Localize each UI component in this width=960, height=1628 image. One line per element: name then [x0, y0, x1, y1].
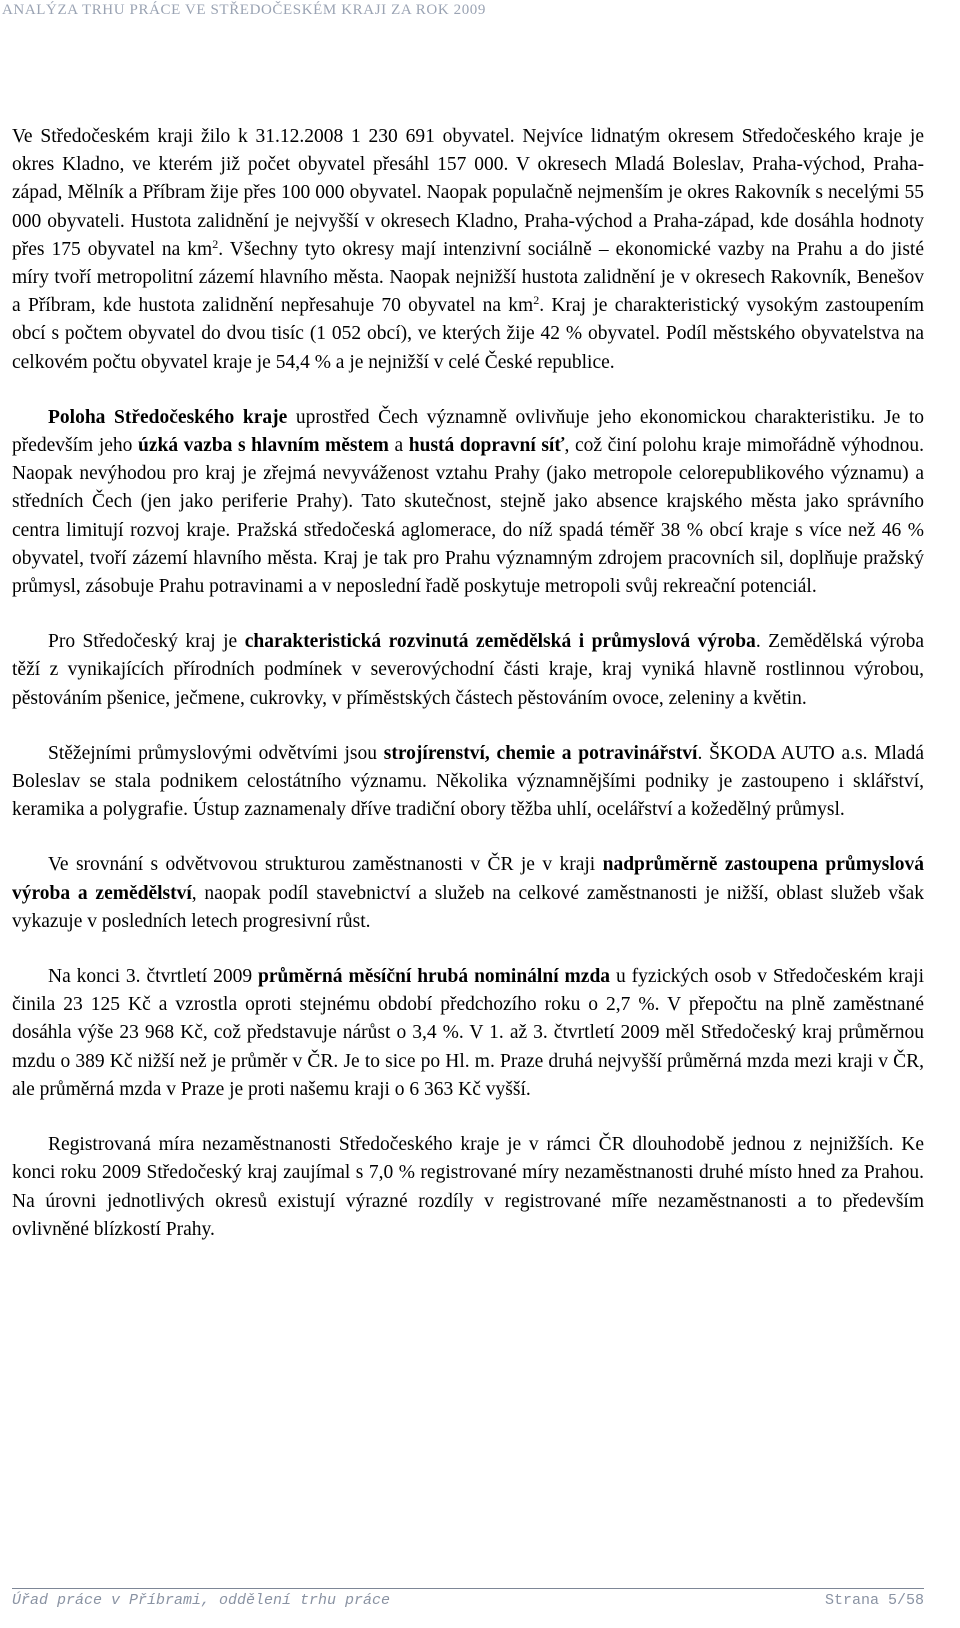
footer-office: Úřad práce v Příbrami, oddělení trhu práce: [12, 1592, 391, 1609]
paragraph-location: [12, 404, 924, 601]
paragraph-industry: [12, 740, 924, 825]
page-number: Strana 5/58: [824, 1592, 924, 1609]
page-footer: [12, 1588, 924, 1609]
document-body: [12, 123, 924, 1244]
text-segment: , naopak podíl stavebnictví a služeb na celkové zaměstnanosti je nižší, oblast služeb však vykazuje v posledních letech progresivní růst.: [12, 882, 925, 932]
bold-phrase: Poloha Středočeského kraje: [48, 406, 288, 428]
bold-phrase: průměrná měsíční hrubá nominální mzda: [258, 966, 611, 988]
bold-phrase: úzká vazba s hlavním městem: [137, 435, 389, 457]
text-segment: Na konci 3. čtvrtletí 2009: [48, 966, 259, 988]
text-segment: . Všechny tyto okresy mají intenzivní sociálně – ekonomické vazby na Prahu a do jisté míry tvoří metropolitní zázemí hlavního města. Naopak nejnižší hustota zalidnění je v okresech Rakovník, Benešov a Příbram, kde hustota zalidnění nepřesahuje 70 obyvatel na km: [12, 238, 924, 317]
running-header: ANALÝZA TRHU PRÁCE VE STŘEDOČESKÉM KRAJI ZA ROK 2009: [0, 0, 960, 26]
text-segment: Stěžejními průmyslovými odvětvími jsou: [48, 742, 384, 764]
text-segment: . ŠKODA AUTO a.s. Mladá Boleslav se stala podnikem celostátního významu. Několika významnějšími podniky je zastoupeno i sklářství, keramika a polygrafie. Ústup zaznamenaly dříve tradiční obory těžba uhlí, ocelářství a kožedělný průmysl.: [12, 742, 925, 821]
text-segment: . Zemědělská výroba těží z vynikajících přírodních podmínek v severovýchodní části kraje, kraj vyniká hlavně rostlinnou výrobou, pěstováním pšenice, ječmene, cukrovky, v příměstských částech pěstováním ovoce, zeleniny a květin.: [12, 631, 924, 709]
paragraph-wages: [12, 963, 924, 1104]
paragraph-employment-structure: [12, 851, 924, 936]
superscript: 2: [212, 236, 219, 251]
paragraph-unemployment: [12, 1131, 924, 1244]
paragraph-agriculture: [12, 628, 924, 713]
text-segment: . Kraj je charakteristický vysokým zastoupením obcí s počtem obyvatel do dvou tisíc (1 052 obcí), ve kterých žije 42 % obyvatel. Podíl městského obyvatelstva na celkovém počtu obyvatel kraje je 54,4 % a je nejnižší v celé České republice.: [12, 295, 924, 373]
superscript: 2: [533, 293, 540, 308]
text-segment: u fyzických osob v Středočeském kraji činila 23 125 Kč a vzrostla oproti stejnému období předchozího roku o 2,7 %. V přepočtu na plně zaměstnané dosáhla výše 23 968 Kč, což představuje nárůst o 3,4 %. V 1. až 3. čtvrtletí 2009 měl Středočeský kraj průměrnou mzdu o 389 Kč nižší než je průměr v ČR. Je to sice po Hl. m. Praze druhá nejvyšší průměrná mzda mezi kraji v ČR, ale průměrná mzda v Praze je proti našemu kraji o 6 363 Kč vyšší.: [12, 966, 924, 1100]
text-segment: Registrovaná míra nezaměstnanosti Středočeského kraje je v rámci ČR dlouhodobě jednou z nejnižších. Ke konci roku 2009 Středočeský kraj zaujímal s 7,0 % registrované míry nezaměstnanosti druhé místo hned za Prahou. Na úrovni jednotlivých okresů existují výrazné rozdíly v registrované míře nezaměstnanosti a to především ovlivněné blízkostí Prahy.: [12, 1134, 924, 1240]
footer-divider: [12, 1588, 924, 1589]
text-segment: Ve srovnání s odvětvovou strukturou zaměstnanosti v ČR je v kraji: [48, 854, 603, 876]
text-segment: Pro Středočeský kraj je: [48, 631, 245, 653]
bold-phrase: strojírenství, chemie a potravinářství: [383, 742, 698, 764]
text-segment: , což činí polohu kraje mimořádně výhodnou. Naopak nevýhodou pro kraj je zřejmá nevyváženost vztahu Prahy (jako metropole celorepublikového významu) a středních Čech (jen jako periferie Prahy). Tato skutečnost, stejně jako absence krajského města jako správního centra limitují rozvoj kraje. Pražská středočeská aglomerace, do níž spadá téměř 38 % obcí kraje s více než 46 % obyvatel, tvoří zázemí hlavního města. Kraj je tak pro Prahu významným zdrojem pracovních sil, doplňuje pražský průmysl, zásobuje Prahu potravinami a v neposlední řadě poskytuje metropoli svůj rekreační potenciál.: [12, 435, 925, 598]
bold-phrase: nadprůměrně zastoupena průmyslová výroba a zemědělství: [12, 854, 924, 904]
bold-phrase: charakteristická rozvinutá zemědělská i průmyslová výroba: [244, 631, 756, 653]
text-segment: Ve Středočeském kraji žilo k 31.12.2008 1 230 691 obyvatel. Nejvíce lidnatým okresem Středočeského kraje je okres Kladno, ve kterém již počet obyvatel přesáhl 157 000. V okresech Mladá Boleslav, Praha-východ, Praha-západ, Mělník a Příbram žije přes 100 000 obyvatel. Naopak populačně nejmenším je okres Rakovník s necelými 55 000 obyvateli. Hustota zalidnění je nejvyšší v okresech Kladno, Praha-východ a Praha-západ, kde dosáhla hodnoty přes 175 obyvatel na km: [12, 126, 924, 260]
paragraph-population: [12, 123, 924, 377]
text-segment: uprostřed Čech významně ovlivňuje jeho ekonomickou charakteristiku. Je to především jeho: [12, 406, 924, 457]
text-segment: a: [388, 435, 409, 457]
bold-phrase: hustá dopravní síť: [408, 435, 565, 457]
